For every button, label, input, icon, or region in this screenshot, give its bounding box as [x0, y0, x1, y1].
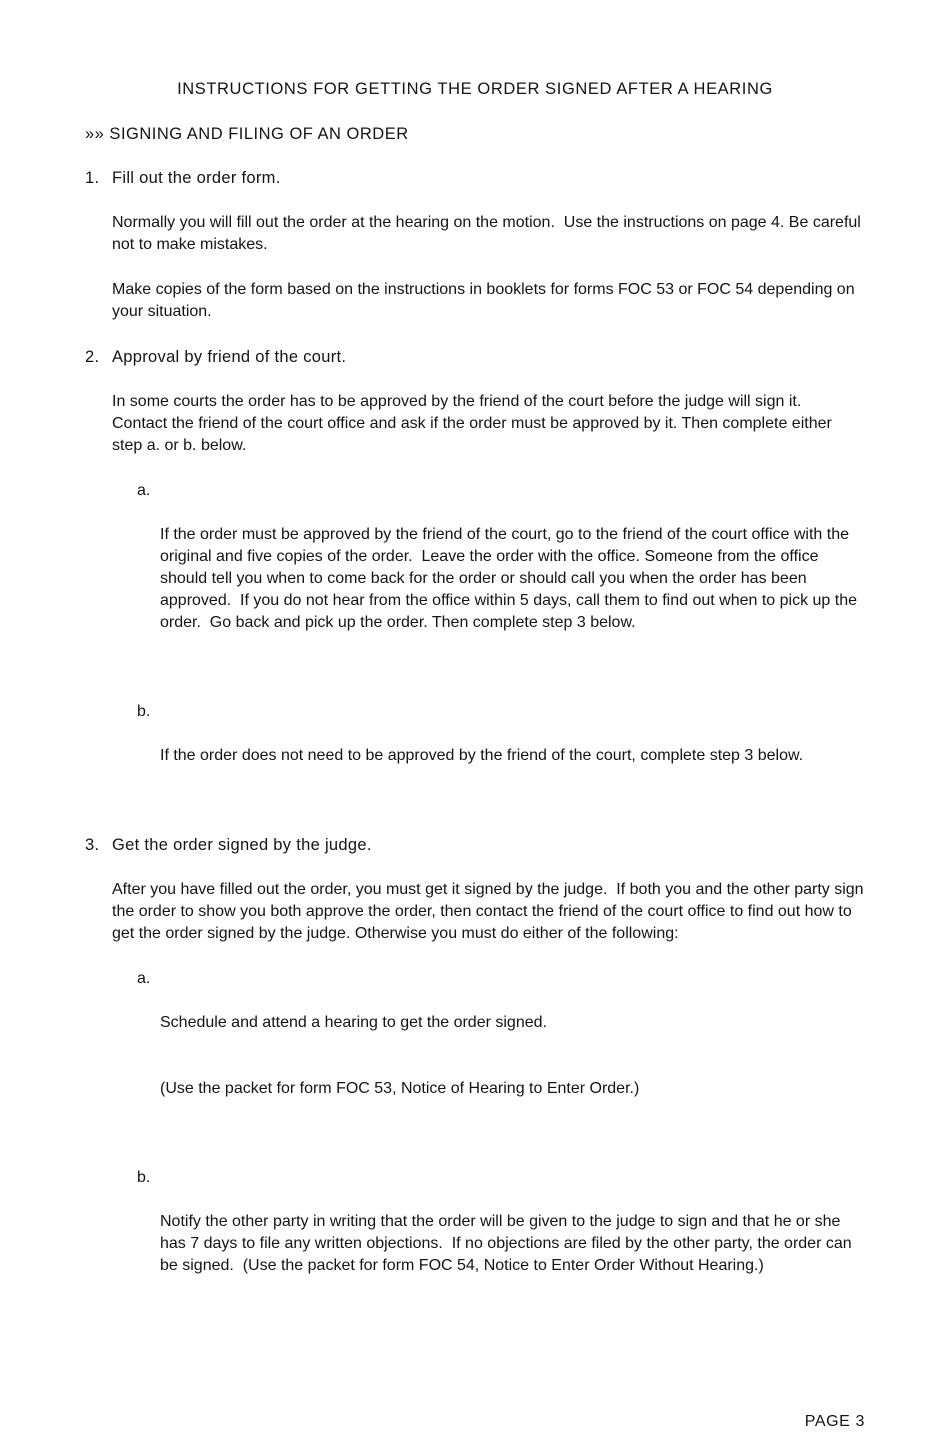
- instruction-item-2: [85, 346, 865, 811]
- sub-item-line: Notify the other party in writing that the order will be given to the judge to sign and that he or she has 7 days to file any written objections. If no objections are filed by the other party, the order can be signed. (Use the packet for form FOC 54, Notice to Enter Order Without Hearing.): [160, 1213, 857, 1274]
- sub-item-text: [160, 1167, 865, 1321]
- instruction-item-1: [85, 167, 865, 323]
- section-heading: »» SIGNING AND FILING OF AN ORDER: [85, 125, 409, 143]
- sub-item-3b: [137, 1167, 865, 1321]
- sub-item-3a: [137, 968, 865, 1144]
- document-title: INSTRUCTIONS FOR GETTING THE ORDER SIGNED AFTER A HEARING: [177, 80, 773, 98]
- page-footer: [85, 1411, 865, 1433]
- paragraph: Normally you will fill out the order at the hearing on the motion. Use the instructions on page 4. Be careful not to make mistakes.: [112, 214, 866, 253]
- sub-item-label: b.: [137, 703, 151, 720]
- item-number: 2.: [85, 348, 100, 366]
- paragraph: After you have filled out the order, you must get it signed by the judge. If both you and the other party sign the order to show you both approve the order, then contact the friend of the court office to find out how to get the order signed by the judge. Otherwise you must do either of the following:: [112, 881, 869, 942]
- paragraph: In some courts the order has to be approved by the friend of the court before the judge will sign it. Contact the friend of the court office and ask if the order must be approved by it. Then complete either step a. or b. below.: [112, 393, 837, 454]
- item-heading-text: Get the order signed by the judge.: [112, 836, 372, 854]
- item-heading-text: Approval by friend of the court.: [112, 348, 347, 366]
- instruction-item-3: [85, 834, 869, 1321]
- sub-item-label: b.: [137, 1169, 151, 1186]
- page-number-label: PAGE 3: [804, 1413, 865, 1430]
- paragraph: Make copies of the form based on the instructions in booklets for forms FOC 53 or FOC 54 depending on your situation.: [112, 281, 860, 320]
- sub-item-line: Schedule and attend a hearing to get the order signed.: [160, 1014, 547, 1031]
- item-2-heading: [85, 346, 865, 368]
- item-1-heading: [85, 167, 865, 189]
- item-number: 1.: [85, 169, 100, 187]
- sub-item-text: [160, 968, 865, 1144]
- sub-item-line: (Use the packet for form FOC 53, Notice of Hearing to Enter Order.): [160, 1080, 640, 1097]
- sub-item-2a: [137, 480, 865, 678]
- sub-item-line: If the order does not need to be approved by the friend of the court, complete step 3 below.: [160, 747, 804, 764]
- sub-item-text: [160, 701, 865, 811]
- sub-item-2b: [137, 701, 865, 811]
- sub-item-label: a.: [137, 970, 151, 987]
- item-heading-text: Fill out the order form.: [112, 169, 281, 187]
- item-3-heading: [85, 834, 865, 856]
- sub-item-line: If the order must be approved by the friend of the court, go to the friend of the court office with the original and five copies of the order. Leave the order with the office. Someone from the office should tell you when to come back for the order or should call you when the order has been approved. If you do not hear from the office within 5 days, call them to find out when to pick up the order. Go back and pick up the order. Then complete step 3 below.: [160, 526, 862, 631]
- item-number: 3.: [85, 836, 100, 854]
- sub-item-label: a.: [137, 482, 151, 499]
- sub-item-text: [160, 480, 865, 678]
